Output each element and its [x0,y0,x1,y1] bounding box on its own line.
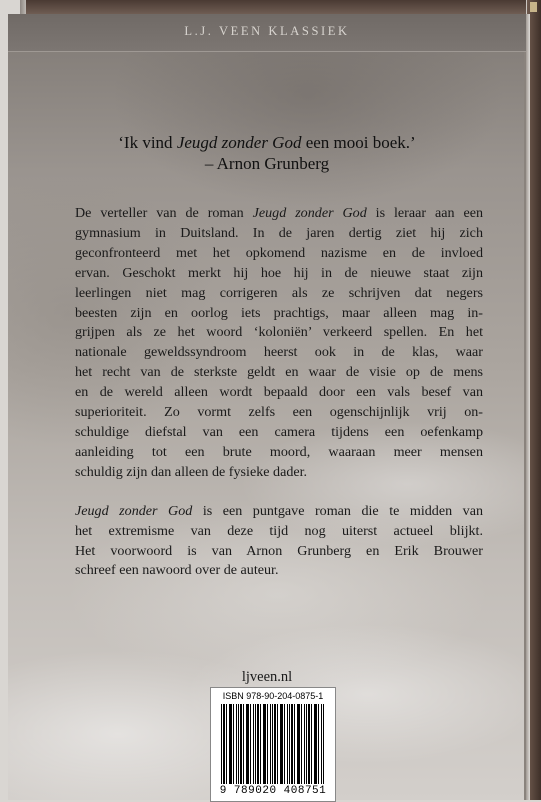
barcode-image [221,704,325,784]
quote-text: ‘Ik vind Jeugd zonder God een mooi boek.’ [118,133,416,152]
quote-author: – Arnon Grunberg [204,154,330,173]
barcode-digits: 9 789020 408751 [219,785,327,797]
series-title: L.J. VEEN KLASSIEK [184,24,350,38]
quote-book-title: Jeugd zonder God [176,133,302,152]
cover-right-edge [526,14,530,800]
endorsement-quote [8,132,526,174]
blurb-text [75,204,483,581]
isbn-label: ISBN 978-90-204-0875-1 [222,691,324,701]
blurb-paragraph-1: De verteller van de roman Jeugd zonder God is leraar aan een gymnasium in Duitsland. In de jaren dertig ziet hij zich geconfronteerd met het opkomend nazisme en de invloed ervan. Geschokt merkt hij hoe hij in de nieuwe staat zijn leerlingen niet mag corrigeren als ze schrijven dat negers beesten zijn en oorlog iets prachtigs, maar alleen mag in- grijpen als ze het woord ‘koloniën’ verkeerd spellen. En het nationale geweldssyndroom heerst ook in de klas, waar het recht van de sterkste geldt en waar de visie op de mens en de wereld alleen wordt bepaald door een vals besef van superioriteit. Zo vormt zelfs een ogenschijnlijk vrij on- schuldige diefstal van een camera tijdens een oefenkamp aanleiding tot een brute moord, waaraan meer mensen schuldig zijn dan alleen de fysieke dader. [75,205,483,480]
isbn-barcode-box [210,687,336,802]
blurb-book-title: Jeugd zonder God [252,205,367,221]
back-cover [8,14,526,800]
blurb-paragraph-2: Jeugd zonder God is een puntgave roman die te midden van het extremisme van deze tijd nog uiterst actueel blijkt. Het voorwoord is van Arnon Grunberg en Erik Brouwer schreef een nawoord over de auteur. [75,502,483,579]
blurb-book-title-2: Jeugd zonder God [75,502,193,519]
series-header-bar [8,14,526,52]
book-top-board [26,0,526,14]
publisher-website: ljveen.nl [241,669,293,685]
